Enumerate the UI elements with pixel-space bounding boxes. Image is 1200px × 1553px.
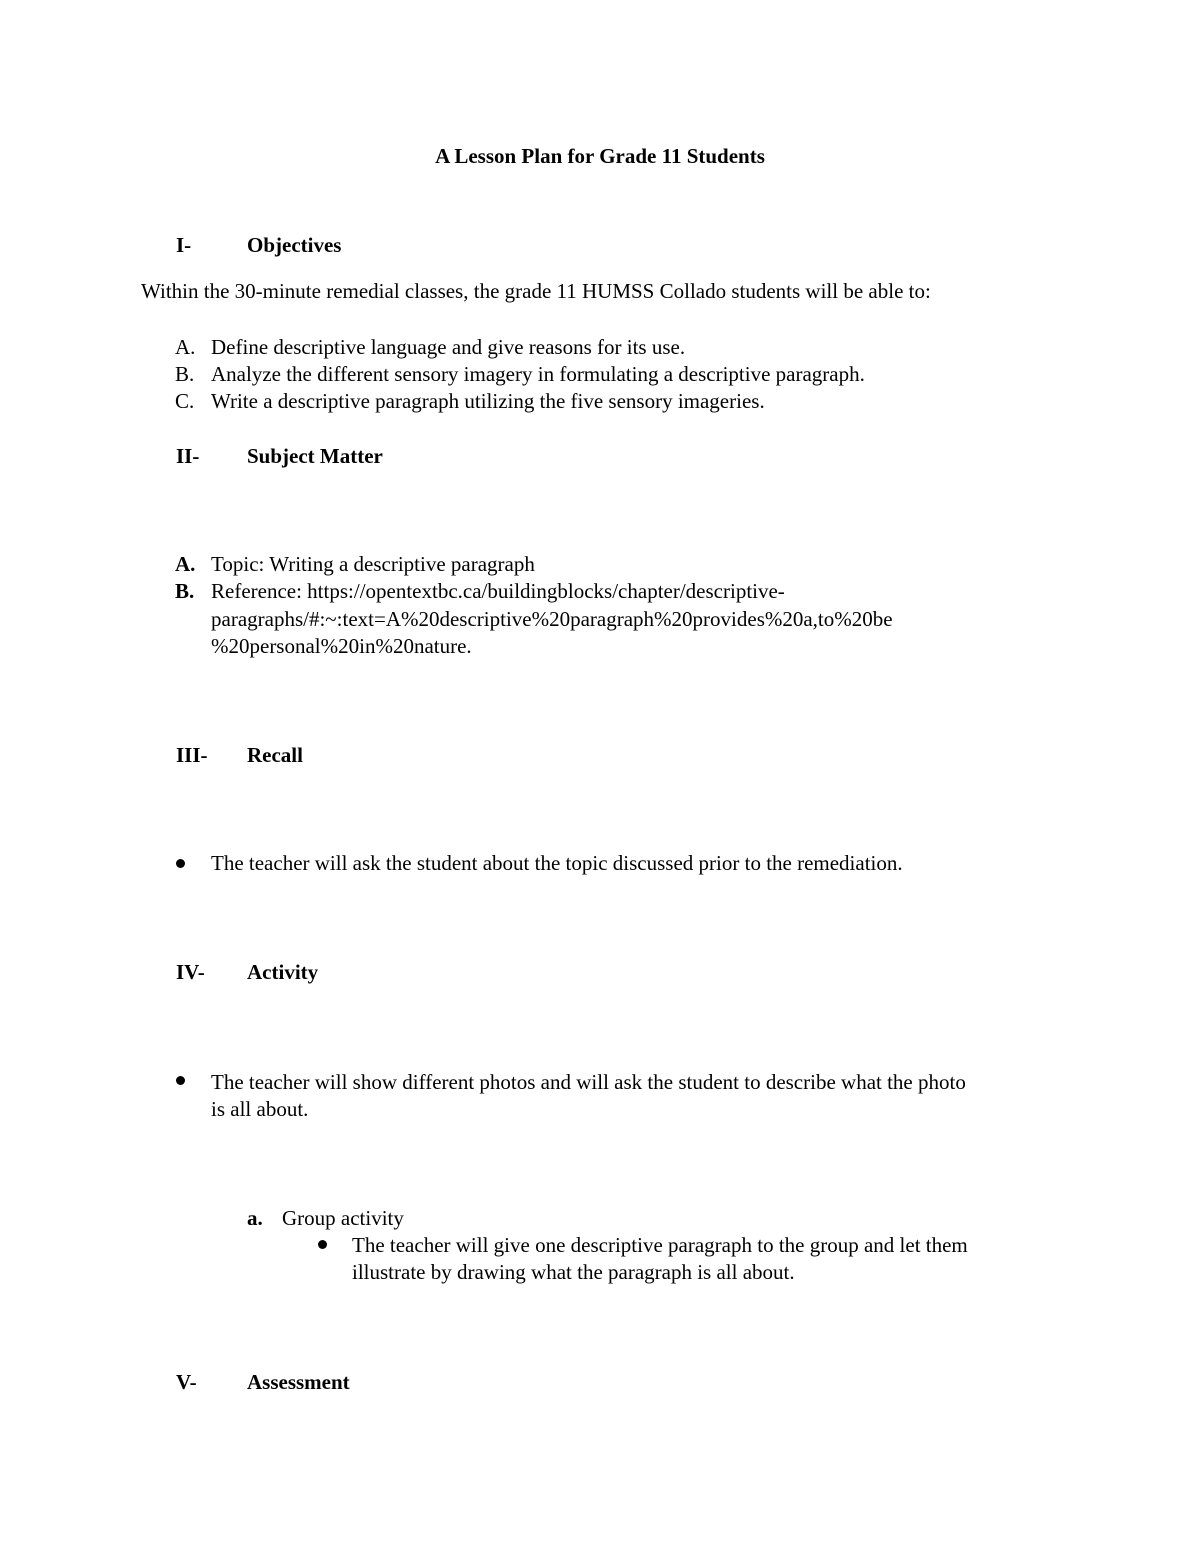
- reference-line-2: paragraphs/#:~:text=A%20descriptive%20paragraph%20provides%20a,to%20be: [211, 607, 893, 631]
- section-number-1: I-: [176, 233, 192, 257]
- bullet-icon: [318, 1240, 327, 1249]
- objectives-intro: Within the 30-minute remedial classes, the grade 11 HUMSS Collado students will be able to:: [141, 279, 931, 303]
- reference-letter: B.: [175, 579, 195, 603]
- objective-item-a: Define descriptive language and give reasons for its use.: [211, 335, 686, 359]
- topic-text: Topic: Writing a descriptive paragraph: [211, 552, 535, 576]
- group-activity-label: Group activity: [282, 1206, 404, 1230]
- section-number-3: III-: [176, 743, 208, 767]
- activity-bullet-line-1: The teacher will show different photos and will ask the student to describe what the photo: [211, 1070, 966, 1094]
- section-number-5: V-: [176, 1370, 197, 1394]
- document-title: A Lesson Plan for Grade 11 Students: [435, 144, 765, 168]
- section-number-4: IV-: [176, 960, 205, 984]
- objective-item-c: Write a descriptive paragraph utilizing the five sensory imageries.: [211, 389, 765, 413]
- group-activity-letter: a.: [247, 1206, 263, 1230]
- objective-letter-c: C.: [175, 389, 195, 413]
- bullet-icon: [176, 1076, 185, 1085]
- activity-bullet-line-2: is all about.: [211, 1097, 309, 1121]
- group-activity-bullet-line-1: The teacher will give one descriptive paragraph to the group and let them: [352, 1233, 968, 1257]
- objective-letter-a: A.: [175, 335, 196, 359]
- recall-bullet-text: The teacher will ask the student about the topic discussed prior to the remediation.: [211, 851, 903, 875]
- objective-letter-b: B.: [175, 362, 195, 386]
- section-heading-subject-matter: Subject Matter: [247, 444, 383, 468]
- group-activity-bullet-line-2: illustrate by drawing what the paragraph is all about.: [352, 1260, 795, 1284]
- section-number-2: II-: [176, 444, 200, 468]
- reference-line-1: Reference: https://opentextbc.ca/buildingblocks/chapter/descriptive-: [211, 579, 785, 603]
- section-heading-activity: Activity: [247, 960, 319, 984]
- section-heading-objectives: Objectives: [247, 233, 342, 257]
- section-heading-recall: Recall: [247, 743, 303, 767]
- objective-item-b: Analyze the different sensory imagery in formulating a descriptive paragraph.: [211, 362, 865, 386]
- bullet-icon: [176, 859, 185, 868]
- section-heading-assessment: Assessment: [247, 1370, 350, 1394]
- topic-letter: A.: [175, 552, 196, 576]
- reference-line-3: %20personal%20in%20nature.: [211, 634, 472, 658]
